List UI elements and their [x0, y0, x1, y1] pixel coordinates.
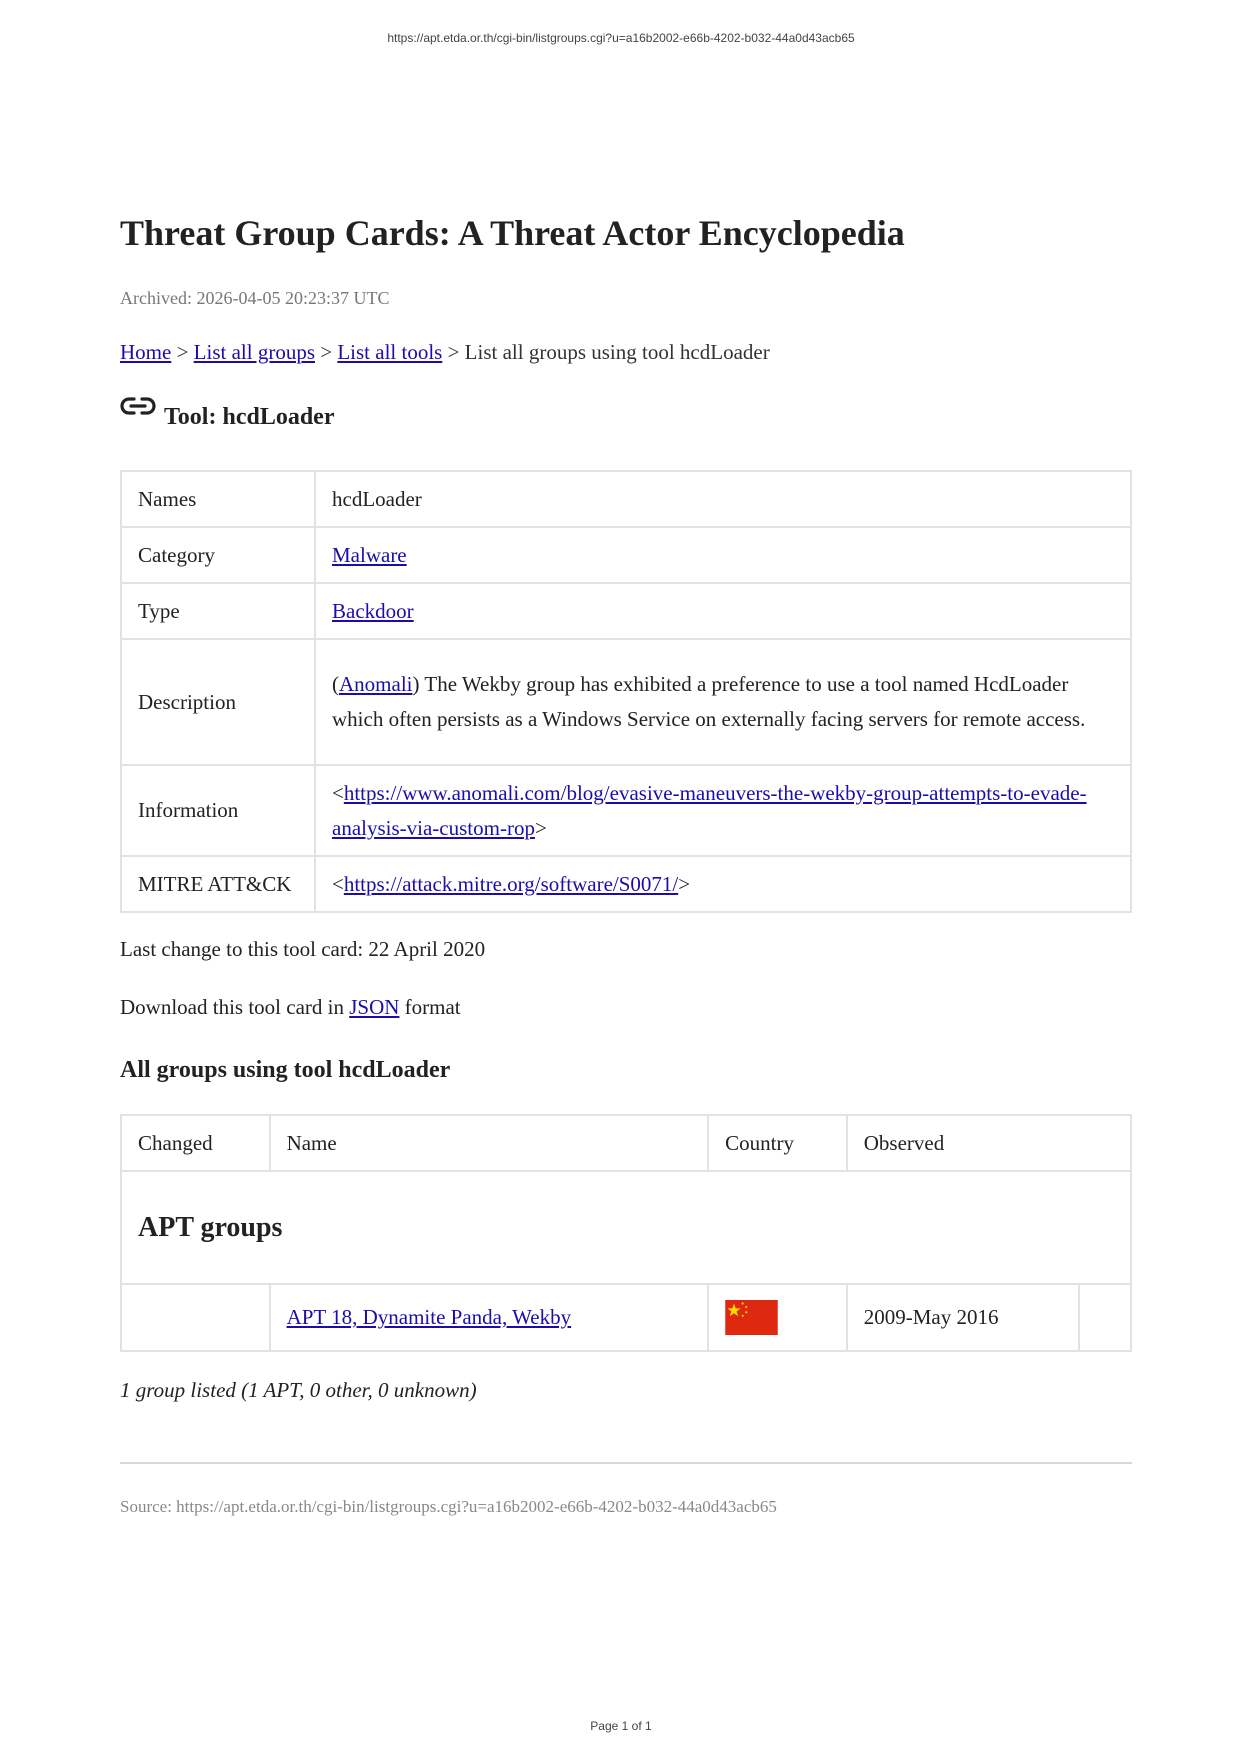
information-link[interactable]: https://www.anomali.com/blog/evasive-maneuvers-the-wekby-group-attempts-to-evade-analysis-via-custom-rop	[332, 780, 1087, 840]
table-row	[121, 1284, 1131, 1351]
type-cell	[315, 583, 1131, 639]
page-title: Threat Group Cards: A Threat Actor Encyclopedia	[120, 213, 905, 253]
header-observed: Observed	[847, 1115, 1131, 1171]
tool-card-table	[120, 470, 1132, 913]
divider	[120, 1462, 1132, 1464]
information-open: <	[332, 780, 344, 805]
header-changed: Changed	[121, 1115, 270, 1171]
group-link[interactable]: APT 18, Dynamite Panda, Wekby	[286, 1305, 572, 1329]
breadcrumb-current: > List all groups using tool hcdLoader	[442, 340, 770, 364]
table-row	[121, 639, 1131, 765]
information-close: >	[534, 815, 547, 840]
print-header-url: https://apt.etda.or.th/cgi-bin/listgroups.cgi?u=a16b2002-e66b-4202-b032-44a0d43acb65	[387, 31, 855, 45]
table-row	[121, 765, 1131, 856]
mitre-cell	[315, 856, 1131, 912]
breadcrumb-separator: >	[315, 340, 338, 364]
apt-groups-title: APT groups	[121, 1171, 1131, 1284]
observed-cell: 2009-May 2016	[847, 1284, 1079, 1351]
type-link[interactable]: Backdoor	[332, 598, 414, 623]
groups-summary: 1 group listed (1 APT, 0 other, 0 unknown)	[120, 1378, 477, 1402]
download-prefix: Download this tool card in	[120, 995, 350, 1019]
link-icon	[120, 402, 156, 433]
tool-heading	[120, 402, 334, 433]
category-cell	[315, 527, 1131, 583]
download-line	[120, 995, 461, 1020]
table-section-row	[121, 1171, 1131, 1284]
type-label: Type	[121, 583, 315, 639]
table-header-row	[121, 1115, 1131, 1171]
breadcrumb-home-link[interactable]: Home	[120, 340, 172, 364]
description-cell	[315, 639, 1131, 765]
groups-heading: All groups using tool hcdLoader	[120, 1057, 451, 1083]
names-value: hcdLoader	[315, 471, 1131, 527]
archived-timestamp: Archived: 2026-04-05 20:23:37 UTC	[120, 288, 390, 308]
groups-table	[120, 1114, 1132, 1352]
information-label: Information	[121, 765, 315, 856]
header-name: Name	[270, 1115, 709, 1171]
mitre-open: <	[332, 871, 344, 896]
changed-cell	[121, 1284, 270, 1351]
breadcrumb-separator: >	[171, 340, 194, 364]
tool-heading-text: Tool: hcdLoader	[164, 404, 335, 430]
last-change-text: Last change to this tool card: 22 April 2020	[120, 937, 486, 961]
description-text: ) The Wekby group has exhibited a preference to use a tool named HcdLoader which often persists as a Windows Service on externally facing servers for remote access.	[332, 672, 1086, 731]
table-row	[121, 471, 1131, 527]
description-source-link[interactable]: Anomali	[339, 672, 413, 696]
download-suffix: format	[399, 995, 461, 1019]
page-number: Page 1 of 1	[590, 1719, 652, 1733]
description-paren: (	[332, 672, 339, 696]
table-row	[121, 527, 1131, 583]
header-country: Country	[708, 1115, 847, 1171]
mitre-link[interactable]: https://attack.mitre.org/software/S0071/	[343, 871, 679, 896]
category-link[interactable]: Malware	[332, 542, 407, 567]
breadcrumb	[120, 340, 770, 365]
table-row	[121, 583, 1131, 639]
information-cell	[315, 765, 1131, 856]
empty-cell	[1079, 1284, 1131, 1351]
china-flag-icon	[725, 1300, 830, 1335]
table-row	[121, 856, 1131, 912]
country-cell	[708, 1284, 847, 1351]
mitre-label: MITRE ATT&CK	[121, 856, 315, 912]
breadcrumb-list-tools-link[interactable]: List all tools	[337, 340, 443, 364]
description-label: Description	[121, 639, 315, 765]
download-json-link[interactable]: JSON	[349, 995, 400, 1019]
source-url: Source: https://apt.etda.or.th/cgi-bin/listgroups.cgi?u=a16b2002-e66b-4202-b032-44a0d43acb65	[120, 1497, 777, 1516]
mitre-close: >	[678, 871, 691, 896]
names-label: Names	[121, 471, 315, 527]
breadcrumb-list-groups-link[interactable]: List all groups	[193, 340, 315, 364]
category-label: Category	[121, 527, 315, 583]
name-cell	[270, 1284, 709, 1351]
